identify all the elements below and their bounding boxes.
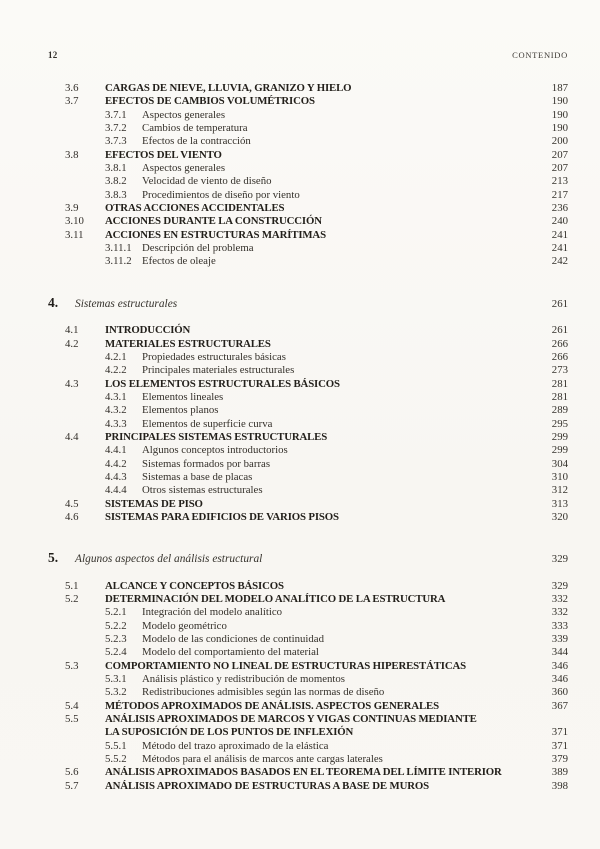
entry-title-line: PRINCIPALES SISTEMAS ESTRUCTURALES bbox=[105, 430, 328, 443]
entry-number: 3.10 bbox=[65, 215, 84, 228]
entry-title-line: Velocidad de viento de diseño bbox=[142, 175, 272, 188]
entry-number: 4.3.1 bbox=[105, 390, 127, 403]
toc-entry bbox=[48, 324, 568, 337]
entry-page-number: 295 bbox=[551, 417, 568, 430]
entry-page-number: 190 bbox=[551, 95, 568, 108]
toc-entry bbox=[48, 229, 568, 242]
toc-entry bbox=[48, 646, 568, 659]
entry-title bbox=[142, 686, 526, 699]
entry-number: 3.9 bbox=[65, 202, 79, 215]
entry-title-line: SISTEMAS PARA EDIFICIOS DE VARIOS PISOS bbox=[105, 510, 339, 523]
entry-number: 4.4.1 bbox=[105, 444, 127, 457]
entry-title-line: Procedimientos de diseño por viento bbox=[142, 188, 300, 201]
page-number: 12 bbox=[48, 50, 58, 60]
chapter-number: 5. bbox=[48, 550, 59, 566]
entry-title-line: EFECTOS DE CAMBIOS VOLUMÉTRICOS bbox=[105, 95, 315, 108]
entry-number: 3.8.1 bbox=[105, 162, 127, 175]
toc-entry bbox=[48, 242, 568, 255]
entry-title-line: Propiedades estructurales básicas bbox=[142, 350, 286, 363]
entry-page-number: 190 bbox=[551, 122, 568, 135]
toc-entry bbox=[48, 766, 568, 779]
entry-title-line: Sistemas a base de placas bbox=[142, 470, 253, 483]
entry-title-line: Principales materiales estructurales bbox=[142, 364, 295, 377]
toc-entry bbox=[48, 189, 568, 202]
entry-title bbox=[105, 82, 526, 95]
entry-title bbox=[142, 255, 526, 268]
entry-title bbox=[105, 378, 526, 391]
entry-title-line: Aspectos generales bbox=[142, 108, 226, 121]
entry-page-number: 241 bbox=[551, 228, 568, 241]
entry-number: 3.7.1 bbox=[105, 108, 127, 121]
toc-entry bbox=[48, 364, 568, 377]
entry-page-number: 200 bbox=[551, 135, 568, 148]
toc-entry bbox=[48, 95, 568, 108]
toc-entry bbox=[48, 162, 568, 175]
chapter-heading bbox=[48, 550, 568, 566]
toc-entry bbox=[48, 660, 568, 673]
entry-title bbox=[142, 189, 526, 202]
entry-title bbox=[142, 458, 526, 471]
entry-title bbox=[142, 673, 526, 686]
entry-number: 5.2 bbox=[65, 593, 79, 605]
entry-title-line: Aspectos generales bbox=[142, 162, 226, 175]
entry-title-line: SISTEMAS DE PISO bbox=[105, 497, 203, 510]
entry-title bbox=[142, 418, 526, 431]
entry-number: 3.7.3 bbox=[105, 135, 127, 148]
entry-title bbox=[142, 633, 526, 646]
entry-number: 4.4.3 bbox=[105, 470, 127, 483]
entry-page-number: 207 bbox=[551, 162, 568, 175]
entry-title-line: Análisis plástico y redistribución de momentos bbox=[142, 673, 346, 686]
toc-entry bbox=[48, 444, 568, 457]
toc-entry bbox=[48, 82, 568, 95]
entry-page-number: 242 bbox=[551, 255, 568, 268]
entry-number: 4.3.3 bbox=[105, 417, 127, 430]
entry-title bbox=[105, 215, 526, 228]
entry-title-line: Redistribuciones admisibles según las normas de diseño bbox=[142, 686, 385, 699]
toc-entry bbox=[48, 580, 568, 593]
entry-title bbox=[142, 122, 526, 135]
toc-entry bbox=[48, 484, 568, 497]
entry-title-line: Descripción del problema bbox=[142, 242, 254, 255]
toc-entry bbox=[48, 780, 568, 793]
entry-title-line: MÉTODOS APROXIMADOS DE ANÁLISIS. ASPECTOS GENERALES bbox=[105, 699, 439, 712]
toc-entry bbox=[48, 471, 568, 484]
entry-title bbox=[105, 780, 526, 793]
toc-entry bbox=[48, 753, 568, 766]
entry-page-number: 304 bbox=[551, 457, 568, 470]
entry-page-number: 281 bbox=[551, 377, 568, 390]
entry-number: 5.2.4 bbox=[105, 646, 127, 659]
entry-number: 3.8 bbox=[65, 148, 79, 161]
entry-page-number: 332 bbox=[551, 593, 568, 605]
entry-page-number: 371 bbox=[551, 726, 568, 739]
entry-number: 5.3.2 bbox=[105, 686, 127, 699]
entry-title bbox=[105, 498, 526, 511]
entry-title bbox=[105, 149, 526, 162]
entry-title bbox=[142, 404, 526, 417]
entry-title-line: Efectos de la contracción bbox=[142, 135, 251, 148]
toc-entry bbox=[48, 215, 568, 228]
table-of-contents bbox=[48, 82, 568, 793]
entry-number: 3.11 bbox=[65, 228, 84, 241]
entry-title-line: ANÁLISIS APROXIMADOS BASADOS EN EL TEOREMA DEL LÍMITE INTERIOR bbox=[105, 766, 502, 779]
entry-page-number: 312 bbox=[551, 484, 568, 497]
entry-number: 3.11.2 bbox=[105, 255, 132, 268]
entry-title bbox=[142, 444, 526, 457]
chapter-heading bbox=[48, 295, 568, 311]
entry-page-number: 261 bbox=[551, 324, 568, 337]
page-header bbox=[48, 50, 568, 60]
toc-entry bbox=[48, 713, 568, 740]
entry-title-line: Elementos planos bbox=[142, 404, 219, 417]
entry-number: 5.2.2 bbox=[105, 619, 127, 632]
entry-title-line: LOS ELEMENTOS ESTRUCTURALES BÁSICOS bbox=[105, 377, 340, 390]
entry-number: 3.8.3 bbox=[105, 188, 127, 201]
entry-page-number: 281 bbox=[551, 390, 568, 403]
entry-page-number: 379 bbox=[551, 753, 568, 766]
entry-page-number: 389 bbox=[551, 766, 568, 779]
entry-number: 5.3.1 bbox=[105, 673, 127, 686]
entry-number: 5.3 bbox=[65, 659, 79, 672]
entry-title bbox=[142, 753, 526, 766]
entry-title bbox=[142, 606, 526, 619]
entry-number: 4.4 bbox=[65, 430, 79, 443]
toc-entry bbox=[48, 620, 568, 633]
entry-number: 4.3.2 bbox=[105, 404, 127, 417]
entry-title-line: Cambios de temperatura bbox=[142, 122, 248, 135]
entry-title bbox=[142, 175, 526, 188]
entry-title-line: Sistemas formados por barras bbox=[142, 457, 271, 470]
entry-page-number: 371 bbox=[551, 739, 568, 752]
entry-title bbox=[142, 646, 526, 659]
toc-entry bbox=[48, 175, 568, 188]
entry-title bbox=[142, 364, 526, 377]
entry-page-number: 236 bbox=[551, 202, 568, 215]
entry-title bbox=[105, 338, 526, 351]
entry-title-line: ACCIONES EN ESTRUCTURAS MARÍTIMAS bbox=[105, 228, 326, 241]
toc-entry bbox=[48, 149, 568, 162]
chapter-title: Algunos aspectos del análisis estructural bbox=[75, 553, 263, 566]
entry-page-number: 310 bbox=[551, 470, 568, 483]
toc-entry bbox=[48, 404, 568, 417]
entry-page-number: 332 bbox=[551, 606, 568, 619]
entry-page-number: 398 bbox=[551, 779, 568, 792]
entry-title-line: MATERIALES ESTRUCTURALES bbox=[105, 337, 271, 350]
toc-entry bbox=[48, 338, 568, 351]
chapter-title: Sistemas estructurales bbox=[75, 297, 178, 310]
entry-title bbox=[142, 740, 526, 753]
toc-entry bbox=[48, 593, 568, 606]
entry-title-line: CARGAS DE NIEVE, LLUVIA, GRANIZO Y HIELO bbox=[105, 82, 352, 94]
entry-title-line: Otros sistemas estructurales bbox=[142, 484, 263, 497]
toc-entry bbox=[48, 109, 568, 122]
entry-title-line: LA SUPOSICIÓN DE LOS PUNTOS DE INFLEXIÓN bbox=[105, 726, 354, 739]
entry-number: 5.2.1 bbox=[105, 606, 127, 619]
entry-page-number: 289 bbox=[551, 404, 568, 417]
running-header: CONTENIDO bbox=[512, 50, 568, 60]
entry-title-line: OTRAS ACCIONES ACCIDENTALES bbox=[105, 202, 285, 215]
entry-title bbox=[142, 135, 526, 148]
entry-title-line: INTRODUCCIÓN bbox=[105, 324, 191, 337]
entry-title-line: Modelo del comportamiento del material bbox=[142, 646, 319, 659]
entry-page-number: 367 bbox=[551, 699, 568, 712]
entry-page-number: 266 bbox=[551, 350, 568, 363]
entry-title bbox=[142, 391, 526, 404]
entry-title bbox=[142, 351, 526, 364]
entry-number: 4.1 bbox=[65, 324, 79, 337]
entry-number: 3.8.2 bbox=[105, 175, 127, 188]
entry-page-number: 329 bbox=[551, 579, 568, 592]
entry-title bbox=[142, 484, 526, 497]
entry-number: 5.5 bbox=[65, 713, 79, 726]
chapter-number: 4. bbox=[48, 294, 59, 310]
entry-number: 5.5.2 bbox=[105, 753, 127, 766]
entry-title-line: COMPORTAMIENTO NO LINEAL DE ESTRUCTURAS HIPERESTÁTICAS bbox=[105, 659, 466, 672]
toc-entry bbox=[48, 700, 568, 713]
entry-number: 4.5 bbox=[65, 497, 79, 510]
entry-number: 3.6 bbox=[65, 82, 79, 94]
entry-title bbox=[105, 202, 526, 215]
entry-number: 3.7.2 bbox=[105, 122, 127, 135]
toc-entry bbox=[48, 202, 568, 215]
entry-title bbox=[105, 324, 526, 337]
entry-title bbox=[105, 229, 526, 242]
entry-number: 4.4.4 bbox=[105, 484, 127, 497]
entry-title bbox=[142, 471, 526, 484]
toc-entry bbox=[48, 431, 568, 444]
entry-number: 5.6 bbox=[65, 766, 79, 779]
entry-title bbox=[105, 511, 526, 524]
toc-entry bbox=[48, 255, 568, 268]
toc-entry bbox=[48, 458, 568, 471]
entry-page-number: 266 bbox=[551, 337, 568, 350]
entry-page-number: 299 bbox=[551, 430, 568, 443]
toc-entry bbox=[48, 351, 568, 364]
entry-title bbox=[105, 713, 526, 740]
entry-number: 4.2.1 bbox=[105, 350, 127, 363]
entry-number: 5.1 bbox=[65, 579, 79, 592]
entry-title-line: ANÁLISIS APROXIMADOS DE MARCOS Y VIGAS CONTINUAS MEDIANTE bbox=[105, 713, 477, 726]
entry-number: 5.4 bbox=[65, 699, 79, 712]
entry-title bbox=[105, 431, 526, 444]
entry-number: 4.3 bbox=[65, 377, 79, 390]
entry-title bbox=[105, 580, 526, 593]
toc-entry bbox=[48, 122, 568, 135]
entry-title-line: DETERMINACIÓN DEL MODELO ANALÍTICO DE LA ESTRUCTURA bbox=[105, 593, 446, 605]
entry-page-number: 320 bbox=[551, 510, 568, 523]
entry-page-number: 339 bbox=[551, 633, 568, 646]
entry-page-number: 207 bbox=[551, 148, 568, 161]
entry-page-number: 240 bbox=[551, 215, 568, 228]
toc-entry bbox=[48, 686, 568, 699]
entry-title-line: Elementos lineales bbox=[142, 390, 224, 403]
entry-title bbox=[142, 620, 526, 633]
entry-number: 4.2 bbox=[65, 337, 79, 350]
entry-title bbox=[105, 660, 526, 673]
entry-page-number: 346 bbox=[551, 673, 568, 686]
entry-title-line: Métodos para el análisis de marcos ante cargas laterales bbox=[142, 753, 383, 766]
entry-number: 4.2.2 bbox=[105, 364, 127, 377]
entry-title-line: ANÁLISIS APROXIMADO DE ESTRUCTURAS A BASE DE MUROS bbox=[105, 779, 429, 792]
entry-number: 3.7 bbox=[65, 95, 79, 108]
entry-title-line: Efectos de oleaje bbox=[142, 255, 216, 268]
entry-page-number: 217 bbox=[551, 188, 568, 201]
entry-page-number: 213 bbox=[551, 175, 568, 188]
entry-page-number: 346 bbox=[551, 659, 568, 672]
entry-title bbox=[142, 109, 526, 122]
entry-number: 5.2.3 bbox=[105, 633, 127, 646]
entry-page-number: 273 bbox=[551, 364, 568, 377]
entry-page-number: 333 bbox=[551, 619, 568, 632]
entry-title bbox=[105, 700, 526, 713]
entry-title-line: Integración del modelo analítico bbox=[142, 606, 283, 619]
entry-page-number: 241 bbox=[551, 242, 568, 255]
entry-title-line: Elementos de superficie curva bbox=[142, 417, 273, 430]
entry-number: 5.5.1 bbox=[105, 739, 127, 752]
entry-title-line: EFECTOS DEL VIENTO bbox=[105, 148, 222, 161]
toc-entry bbox=[48, 391, 568, 404]
entry-title-line: ALCANCE Y CONCEPTOS BÁSICOS bbox=[105, 579, 284, 592]
entry-title-line: Algunos conceptos introductorios bbox=[142, 444, 288, 457]
entry-page-number: 187 bbox=[551, 82, 568, 94]
toc-entry bbox=[48, 498, 568, 511]
toc-entry bbox=[48, 418, 568, 431]
toc-entry bbox=[48, 511, 568, 524]
entry-title bbox=[105, 593, 526, 606]
entry-title bbox=[105, 766, 526, 779]
entry-title bbox=[142, 162, 526, 175]
entry-title bbox=[142, 242, 526, 255]
entry-page-number: 190 bbox=[551, 108, 568, 121]
toc-entry bbox=[48, 740, 568, 753]
entry-title-line: Método del trazo aproximado de la elástica bbox=[142, 739, 329, 752]
entry-number: 3.11.1 bbox=[105, 242, 132, 255]
entry-title-line: Modelo geométrico bbox=[142, 619, 227, 632]
toc-entry bbox=[48, 135, 568, 148]
chapter-page-number: 261 bbox=[551, 297, 568, 310]
entry-number: 4.6 bbox=[65, 510, 79, 523]
entry-page-number: 344 bbox=[551, 646, 568, 659]
entry-title bbox=[105, 95, 526, 108]
chapter-page-number: 329 bbox=[551, 553, 568, 566]
entry-page-number: 313 bbox=[551, 497, 568, 510]
toc-entry bbox=[48, 378, 568, 391]
toc-entry bbox=[48, 633, 568, 646]
entry-title-line: Modelo de las condiciones de continuidad bbox=[142, 633, 325, 646]
entry-page-number: 299 bbox=[551, 444, 568, 457]
toc-entry bbox=[48, 673, 568, 686]
entry-number: 5.7 bbox=[65, 779, 79, 792]
entry-number: 4.4.2 bbox=[105, 457, 127, 470]
entry-title-line: ACCIONES DURANTE LA CONSTRUCCIÓN bbox=[105, 215, 322, 228]
entry-page-number: 360 bbox=[551, 686, 568, 699]
toc-entry bbox=[48, 606, 568, 619]
